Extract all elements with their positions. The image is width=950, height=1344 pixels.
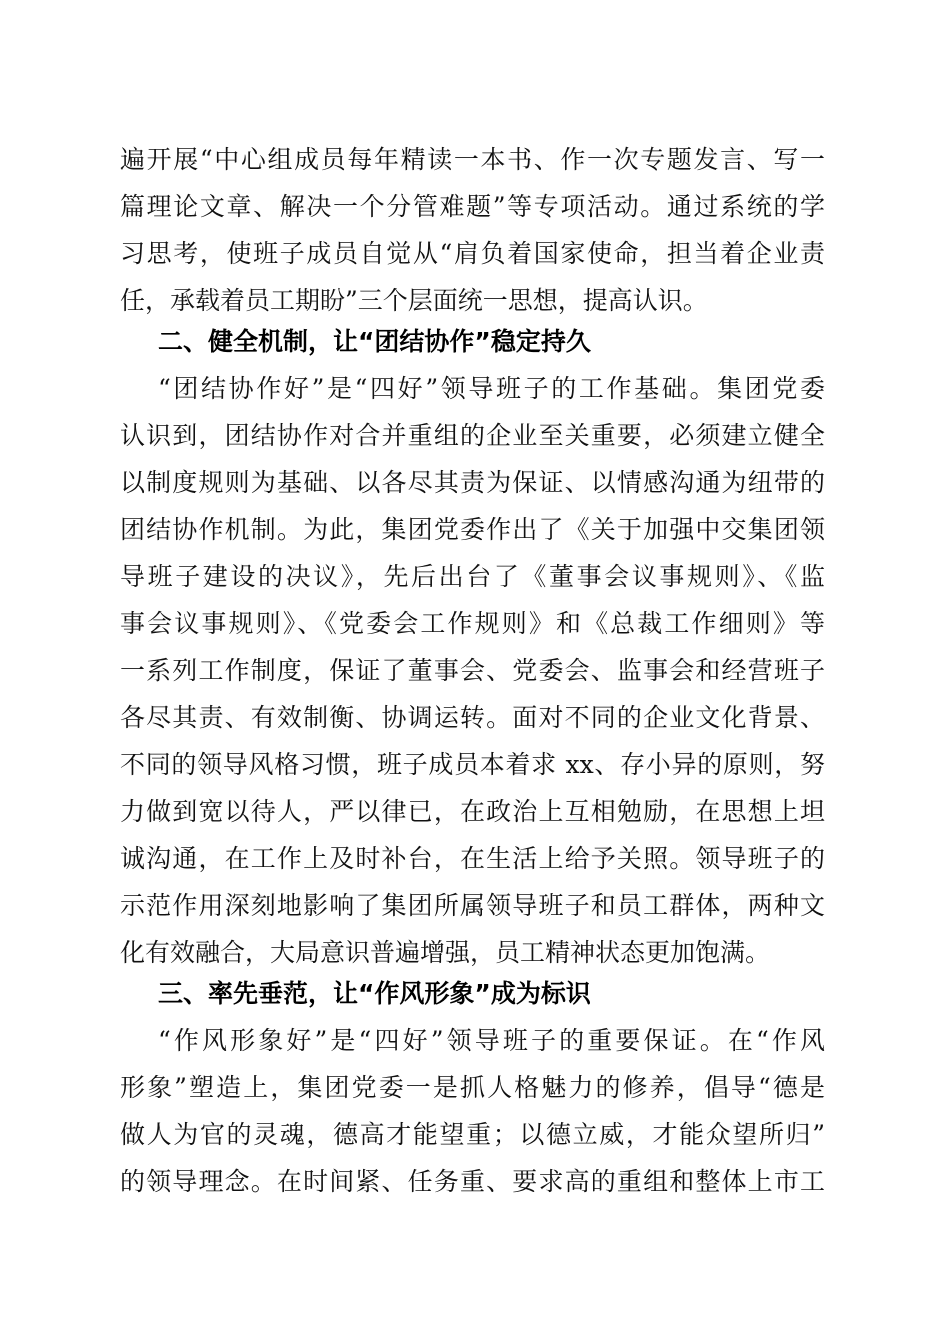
paragraph-line: 认识到，团结协作对合并重组的企业至关重要，必须建立健全	[120, 421, 825, 450]
paragraph-line: 任，承载着员工期盼”三个层面统一思想，提高认识。	[120, 286, 708, 315]
paragraph-line: 遍开展“中心组成员每年精读一本书、作一次专题发言、写一	[120, 145, 825, 174]
paragraph-line: 各尽其责、有效制衡、协调运转。面对不同的企业文化背景、	[120, 703, 825, 732]
paragraph-line: 形象”塑造上，集团党委一是抓人格魅力的修养，倡导“德是	[120, 1073, 825, 1102]
paragraph-line: 化有效融合，大局意识普遍增强，员工精神状态更加饱满。	[120, 938, 771, 967]
paragraph-line: “作风形象好”是“四好”领导班子的重要保证。在“作风	[158, 1026, 825, 1055]
paragraph-line: 力做到宽以待人，严以律已，在政治上互相勉励，在思想上坦	[120, 797, 825, 826]
paragraph-line: 导班子建设的决议》，先后出台了《董事会议事规则》、《监	[120, 562, 825, 591]
paragraph-line: 篇理论文章、解决一个分管难题”等专项活动。通过系统的学	[120, 192, 825, 221]
paragraph-line: 做人为官的灵魂，德高才能望重；以德立威，才能众望所归”	[120, 1120, 825, 1149]
section-heading-2: 二、健全机制，让“团结协作”稳定持久	[158, 327, 591, 356]
paragraph-line: 不同的领导风格习惯，班子成员本着求 xx、存小异的原则，努	[120, 750, 825, 779]
paragraph-line: 习思考，使班子成员自觉从“肩负着国家使命，担当着企业责	[120, 239, 825, 268]
paragraph-line: 事会议事规则》、《党委会工作规则》和《总裁工作细则》等	[120, 609, 825, 638]
paragraph-line: 一系列工作制度，保证了董事会、党委会、监事会和经营班子	[120, 656, 825, 685]
paragraph-line: 团结协作机制。为此，集团党委作出了《关于加强中交集团领	[120, 515, 825, 544]
paragraph-line: 示范作用深刻地影响了集团所属领导班子和员工群体，两种文	[120, 891, 825, 920]
paragraph-line: 以制度规则为基础、以各尽其责为保证、以情感沟通为纽带的	[120, 468, 825, 497]
paragraph-line: 的领导理念。在时间紧、任务重、要求高的重组和整体上市工	[120, 1167, 825, 1196]
paragraph-line: 诚沟通，在工作上及时补台，在生活上给予关照。领导班子的	[120, 844, 825, 873]
paragraph-line: “团结协作好”是“四好”领导班子的工作基础。集团党委	[158, 374, 825, 403]
section-heading-3: 三、率先垂范，让“作风形象”成为标识	[158, 979, 591, 1008]
